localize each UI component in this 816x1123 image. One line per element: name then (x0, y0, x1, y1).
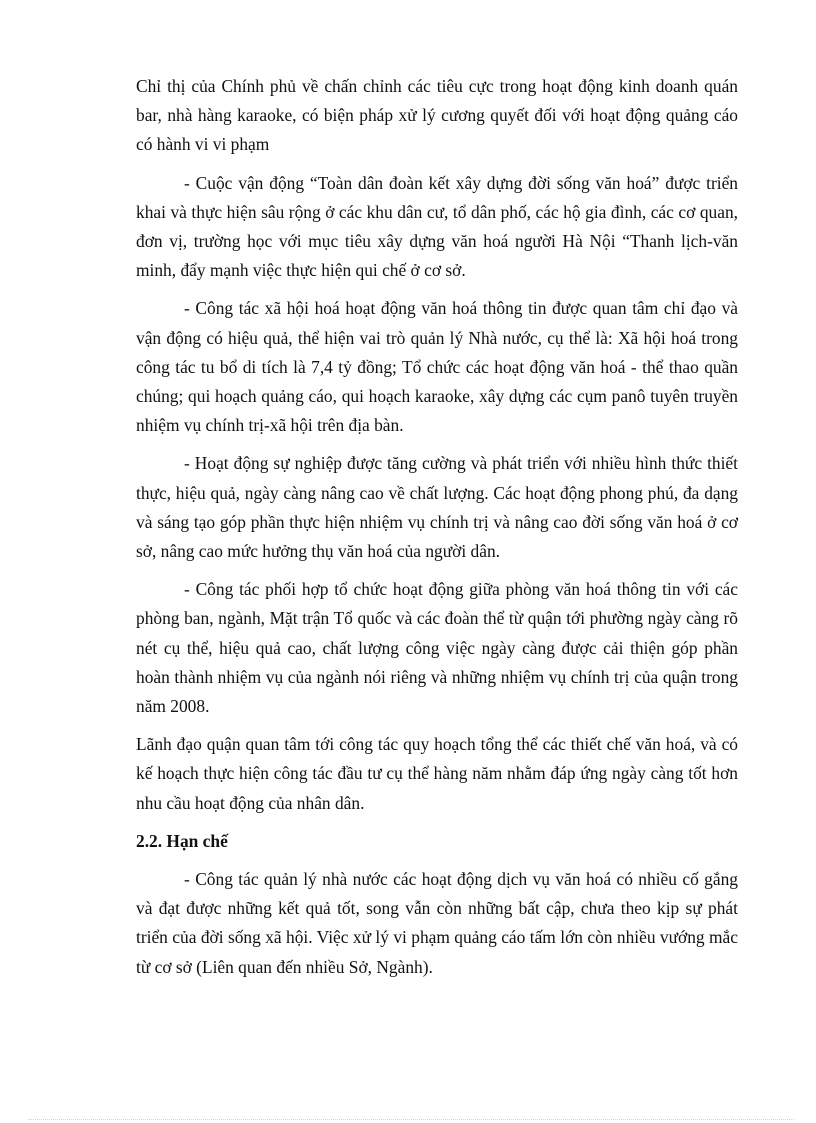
paragraph-cultural-movement: - Cuộc vận động “Toàn dân đoàn kết xây dựng đời sống văn hoá” được triển khai và thực hiện sâu rộng ở các khu dân cư, tổ dân phố, các hộ gia đình, các cơ quan, đơn vị, trường học với mục tiêu xây dựng văn hoá người Hà Nội “Thanh lịch-văn minh, đẩy mạnh việc thực hiện qui chế ở cơ sở. (136, 172, 738, 281)
paragraph-socialization: - Công tác xã hội hoá hoạt động văn hoá thông tin được quan tâm chỉ đạo và vận động có hiệu quả, thể hiện vai trò quản lý Nhà nước, cụ thể là: Xã hội hoá trong công tác tu bổ di tích là 7,4 tỷ đồng; Tổ chức các hoạt động văn hoá - thể thao quần chúng; qui hoạch quảng cáo, qui hoạch karaoke, xây dựng các cụm panô tuyên truyền nhiệm vụ chính trị-xã hội trên địa bàn. (136, 298, 738, 436)
page-bottom-divider (28, 1119, 794, 1120)
paragraph-limitations: - Công tác quản lý nhà nước các hoạt động dịch vụ văn hoá có nhiều cố gắng và đạt được những kết quả tốt, song vẫn còn những bất cập, chưa theo kịp sự phát triển của đời sống xã hội. Việc xử lý vi phạm quảng cáo tấm lớn còn nhiều vướng mắc từ cơ sở (Liên quan đến nhiều Sở, Ngành). (136, 869, 738, 977)
paragraph-coordination: - Công tác phối hợp tổ chức hoạt động giữa phòng văn hoá thông tin với các phòng ban, ngành, Mặt trận Tổ quốc và các đoàn thể từ quận tới phường ngày càng rõ nét cụ thể, hiệu quả cao, chất lượng công việc ngày càng được cải thiện góp phần hoàn thành nhiệm vụ của ngành nói riêng và những nhiệm vụ chính trị của quận trong năm 2008. (136, 579, 738, 717)
document-body (136, 72, 738, 991)
paragraph-activities: - Hoạt động sự nghiệp được tăng cường và phát triển với nhiều hình thức thiết thực, hiệu quả, ngày càng nâng cao về chất lượng. Các hoạt động phong phú, đa dạng và sáng tạo góp phần thực hiện nhiệm vụ chính trị và nâng cao đời sống văn hoá ở cơ sở, nâng cao mức hưởng thụ văn hoá của người dân. (136, 453, 738, 562)
paragraph-directive: Chỉ thị của Chính phủ về chấn chỉnh các tiêu cực trong hoạt động kinh doanh quán bar, nhà hàng karaoke, có biện pháp xử lý cương quyết đối với hoạt động quảng cáo có hành vi vi phạm (136, 76, 738, 155)
section-heading-limitations: 2.2. Hạn chế (136, 830, 228, 851)
paragraph-leadership: Lãnh đạo quận quan tâm tới công tác quy hoạch tổng thể các thiết chế văn hoá, và có kế hoạch thực hiện công tác đầu tư cụ thể hàng năm nhằm đáp ứng ngày càng tốt hơn nhu cầu hoạt động của nhân dân. (136, 734, 738, 813)
